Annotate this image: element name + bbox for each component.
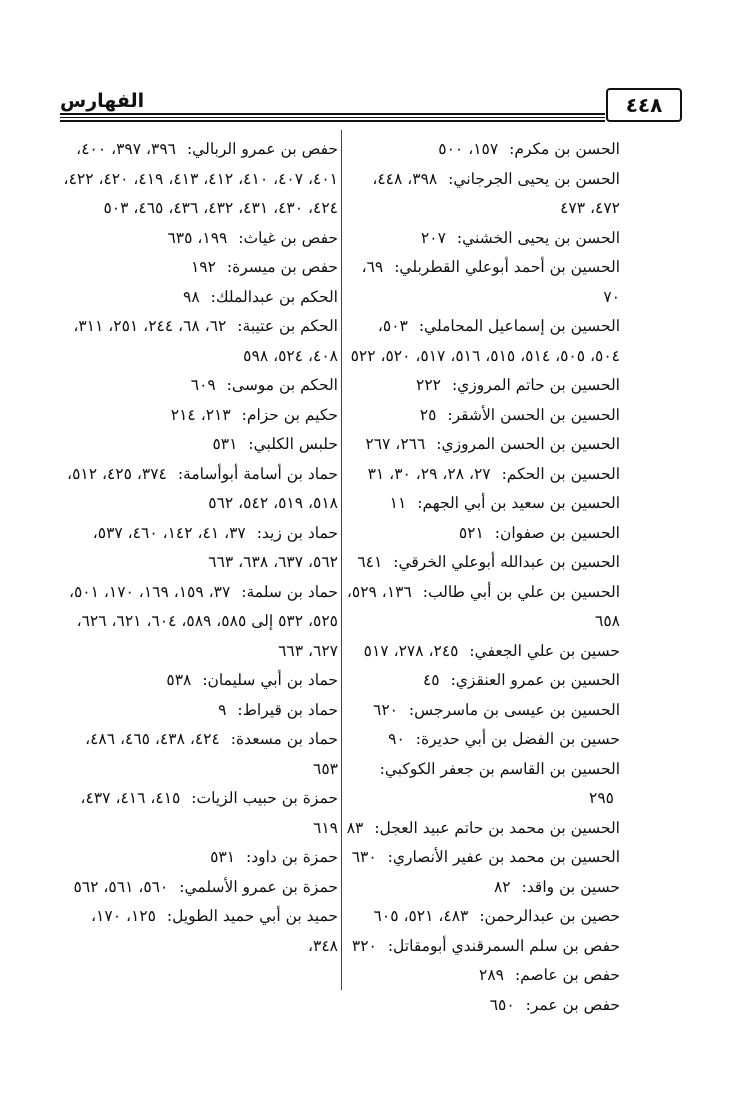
entry-page-refs: ٦٢، ٦٨، ٢٤٤، ٢٥١، ٣١١، ٤٠٨، ٥٢٤، ٥٩٨ <box>73 317 338 365</box>
index-entry <box>345 932 620 962</box>
entry-name: الحسين بن محمد بن عفير الأنصاري: <box>387 848 620 866</box>
header-rule-top <box>60 113 605 115</box>
index-entry <box>345 666 620 696</box>
entry-page-refs: ٢١٣، ٢١٤ <box>170 405 231 424</box>
entry-page-refs: ١٥٧، ٥٠٠ <box>438 140 499 158</box>
entry-name: الحسين بن صفوان: <box>494 523 620 542</box>
index-entry <box>60 430 338 460</box>
index-entry <box>345 843 620 873</box>
index-entry <box>60 725 338 784</box>
entry-page-refs: ٦٤١ <box>357 553 383 571</box>
entry-page-refs: ٣٩٨، ٤٤٨، ٤٧٢، ٤٧٣ <box>372 169 620 217</box>
index-entry <box>60 784 338 843</box>
entry-name: الحسين بن الحسن المروزي: <box>436 435 620 453</box>
entry-name: الحكم بن عتيبة: <box>237 317 338 335</box>
entry-name: الحسين بن عبدالله أبوعلي الخرقي: <box>393 553 620 571</box>
index-entry <box>345 489 620 519</box>
entry-name: الحسين بن سعيد بن أبي الجهم: <box>417 494 620 512</box>
entry-name: حماد بن أسامة أبوأسامة: <box>177 464 338 483</box>
entry-page-refs: ٦٩، ٧٠ <box>361 258 620 306</box>
entry-page-refs: ٤١٥، ٤١٦، ٤٣٧، ٦١٩ <box>80 789 338 837</box>
index-entry <box>345 961 620 991</box>
entry-page-refs: ٨٢ <box>493 877 511 896</box>
entry-page-refs: ٦٢٠ <box>373 700 398 719</box>
entry-page-refs: ٣٧، ٤١، ١٤٢، ٤٦٠، ٥٣٧، ٥٦٢، ٦٣٧، ٦٣٨، ٦٦٣ <box>92 523 338 571</box>
entry-name: الحسين بن الحكم: <box>501 464 620 483</box>
entry-name: الحسين بن عمرو العنقزي: <box>450 671 620 689</box>
entry-page-refs: ٥٣١ <box>212 435 238 453</box>
entry-name: حكيم بن حزام: <box>241 405 338 424</box>
entry-page-refs: ١٩٢ <box>190 258 216 276</box>
entry-page-refs: ٥٣٨ <box>166 671 192 689</box>
index-entry <box>345 696 620 726</box>
entry-name: حماد بن أبي سليمان: <box>202 671 338 689</box>
index-entry <box>60 873 338 903</box>
entry-name: الحسين بن عيسى بن ماسرجس: <box>408 700 620 719</box>
entry-page-refs: ٥٠٣، ٥٠٤، ٥٠٥، ٥١٤، ٥١٥، ٥١٦، ٥١٧، ٥٢٠، ٥٢٢ <box>350 317 620 365</box>
entry-page-refs: ٤٢٤، ٤٣٨، ٤٦٥، ٤٨٦، ٦٥٣ <box>85 730 338 778</box>
index-entry <box>345 637 620 667</box>
entry-page-refs: ٤٨٣، ٥٢١، ٦٠٥ <box>373 907 469 925</box>
entry-name: حفص بن عمر: <box>525 995 620 1014</box>
entry-name: حفص بن عمرو الربالي: <box>186 140 338 158</box>
entry-page-refs: ١٣٦، ٥٢٩، ٦٥٨ <box>346 582 620 630</box>
index-entry <box>60 696 338 726</box>
entry-name: حمزة بن عمرو الأسلمي: <box>179 877 338 896</box>
header-rule-middle <box>60 117 605 118</box>
index-entry <box>60 519 338 578</box>
entry-page-refs: ٥٢١ <box>458 523 484 542</box>
index-entry <box>60 578 338 667</box>
entry-page-refs: ٣٢٠ <box>351 936 377 955</box>
index-entry <box>345 873 620 903</box>
entry-name: الحسن بن مكرم: <box>509 140 620 158</box>
index-entry <box>60 224 338 254</box>
entry-name: حفص بن غياث: <box>238 228 338 247</box>
entry-page-refs: ٢٧، ٢٨، ٢٩، ٣٠، ٣١ <box>367 464 491 483</box>
index-entry <box>345 430 620 460</box>
entry-page-refs: ٦٥٠ <box>489 995 515 1014</box>
index-entry <box>345 135 620 165</box>
entry-name: الحكم بن عبدالملك: <box>210 287 338 306</box>
index-entry <box>345 460 620 490</box>
entry-name: الحسن بن يحيى الخشني: <box>456 228 620 247</box>
entry-page-refs: ٣٧٤، ٤٢٥، ٥١٢، ٥١٨، ٥١٩، ٥٤٢، ٥٦٢ <box>67 464 338 512</box>
index-column-right <box>345 135 620 1020</box>
entry-name: الحسين بن محمد بن حاتم عبيد العجل: <box>374 818 620 837</box>
index-entry <box>345 519 620 549</box>
entry-name: حماد بن سلمة: <box>241 582 338 601</box>
entry-name: حمزة بن حبيب الزيات: <box>191 789 338 807</box>
entry-name: الحسين بن القاسم بن جعفر الكوكبي: <box>379 759 620 778</box>
index-entry <box>60 460 338 519</box>
index-entry <box>60 253 338 283</box>
entry-name: الحسين بن الحسن الأشقر: <box>447 405 620 424</box>
entry-page-refs: ١٢٥، ١٧٠، ٣٤٨، <box>91 907 338 955</box>
entry-page-refs: ٦٣٠ <box>351 848 377 866</box>
entry-page-refs: ٢٠٧ <box>420 228 446 247</box>
index-entry <box>345 725 620 755</box>
index-entry <box>60 843 338 873</box>
index-column-left <box>60 135 338 961</box>
index-entry <box>60 312 338 371</box>
index-entry <box>345 755 620 814</box>
page-number-box: ٤٤٨ <box>606 88 682 122</box>
index-entry <box>345 312 620 371</box>
entry-name: حصين بن عبدالرحمن: <box>479 907 620 925</box>
entry-page-refs: ٤٥ <box>422 671 440 689</box>
entry-name: الحكم بن موسى: <box>226 376 338 394</box>
entry-page-refs: ٣٩٦، ٣٩٧، ٤٠٠، ٤٠١، ٤٠٧، ٤١٠، ٤١٢، ٤١٣، ٤١٩، ٤٢٠، ٤٢٢، ٤٢٤، ٤٣٠، ٤٣١، ٤٣٢، ٤٣٦، ٤٦٥، ٥٠٣ <box>63 140 338 217</box>
entry-name: الحسين بن علي بن أبي طالب: <box>422 582 620 601</box>
entry-name: حسين بن واقد: <box>521 877 620 896</box>
entry-name: حفص بن سلم السمرقندي أبومقاتل: <box>387 936 620 955</box>
index-entry <box>60 283 338 313</box>
header-rule-bottom <box>60 120 605 122</box>
entry-page-refs: ٢٤٥، ٢٧٨، ٥١٧ <box>363 641 459 660</box>
entry-name: حمزة بن داود: <box>245 848 338 866</box>
index-entry <box>345 371 620 401</box>
entry-page-refs: ٢٩٥ <box>589 789 614 807</box>
index-entry <box>60 371 338 401</box>
entry-name: حميد بن أبي حميد الطويل: <box>166 907 338 925</box>
entry-name: حفص بن ميسرة: <box>226 258 338 276</box>
entry-page-refs: ٥٦٠، ٥٦١، ٥٦٢ <box>73 877 169 896</box>
index-entry <box>60 666 338 696</box>
entry-page-refs: ٢٢٢ <box>416 376 442 394</box>
index-entry <box>345 548 620 578</box>
index-entry <box>345 401 620 431</box>
entry-name: حسين بن علي الجعفي: <box>469 641 620 660</box>
index-entry <box>345 165 620 224</box>
entry-name: حماد بن زيد: <box>256 523 338 542</box>
index-entry <box>345 991 620 1021</box>
entry-name: حلبس الكلبي: <box>248 435 338 453</box>
index-entry <box>345 902 620 932</box>
entry-page-refs: ٥٣١ <box>210 848 236 866</box>
index-entry <box>345 814 620 844</box>
entry-name: الحسين بن أحمد أبوعلي القطربلي: <box>394 258 620 276</box>
entry-name: حماد بن مسعدة: <box>230 730 338 748</box>
entry-page-refs: ١١ <box>389 494 407 512</box>
entry-page-refs: ٢٦٦، ٢٦٧ <box>365 435 426 453</box>
entry-name: الحسن بن يحيى الجرجاني: <box>448 169 620 188</box>
index-entry <box>345 224 620 254</box>
entry-page-refs: ٣٧، ١٥٩، ١٦٩، ١٧٠، ٥٠١، ٥٢٥، ٥٣٢ إلى ٥٨٥، ٥٨٩، ٦٠٤، ٦٢١، ٦٢٦، ٦٢٧، ٦٦٣ <box>68 582 338 660</box>
entry-name: حماد بن قيراط: <box>237 700 338 719</box>
entry-name: حفص بن عاصم: <box>514 966 620 984</box>
page-title: الفهارس <box>60 90 145 112</box>
entry-name: الحسين بن إسماعيل المحاملي: <box>418 317 620 335</box>
entry-name: الحسين بن حاتم المروزي: <box>451 376 620 394</box>
index-entry <box>60 902 338 961</box>
index-entry <box>60 401 338 431</box>
entry-page-refs: ٢٨٩ <box>479 966 504 984</box>
entry-page-refs: ٩٨ <box>183 287 200 306</box>
index-entry <box>345 578 620 637</box>
index-entry <box>60 135 338 224</box>
entry-name: حسين بن الفضل بن أبي حديرة: <box>415 730 620 748</box>
column-divider <box>341 130 342 990</box>
index-entry <box>345 253 620 312</box>
entry-page-refs: ٩٠ <box>388 730 405 748</box>
entry-page-refs: ٩ <box>218 700 227 719</box>
entry-page-refs: ٨٣ <box>346 818 364 837</box>
entry-page-refs: ٦٠٩ <box>190 376 216 394</box>
entry-page-refs: ١٩٩، ٦٣٥ <box>167 228 228 247</box>
entry-page-refs: ٢٥ <box>419 405 437 424</box>
